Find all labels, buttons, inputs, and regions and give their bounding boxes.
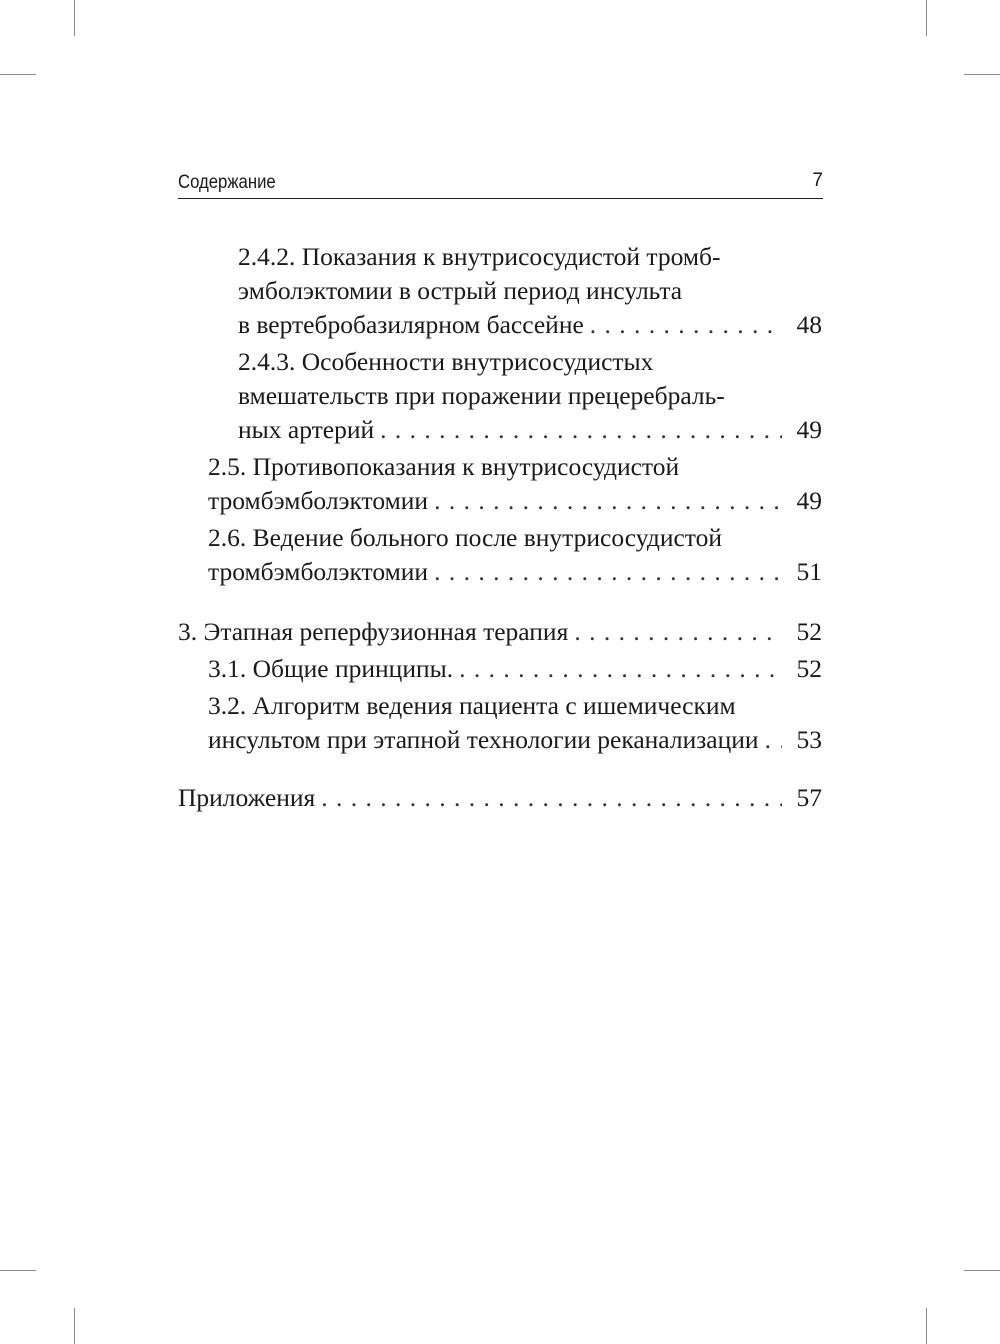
toc-page-number: 53	[796, 725, 822, 754]
toc-entry-text: 3.1. Общие принципы.	[208, 654, 454, 683]
crop-mark	[74, 1308, 75, 1344]
dot-leader	[574, 615, 782, 649]
crop-mark	[0, 74, 36, 75]
toc-entry-last-line	[208, 555, 822, 589]
dot-leader	[380, 413, 782, 447]
toc-entry	[178, 345, 822, 447]
toc-page-number: 51	[796, 557, 822, 586]
toc-entry	[178, 450, 822, 518]
toc-entry-text: 3. Этапная реперфузионная терапия	[178, 617, 569, 646]
toc-page-number: 52	[796, 654, 822, 683]
crop-mark	[926, 0, 927, 36]
toc-entry	[178, 615, 822, 649]
toc-entry-text: инсультом при этапной технологии реканализации	[208, 725, 759, 754]
crop-mark	[964, 74, 1000, 75]
crop-mark	[964, 1270, 1000, 1271]
running-head-title: Содержание	[178, 172, 276, 193]
toc-page-number: 49	[796, 486, 822, 515]
page-number: 7	[812, 170, 823, 191]
toc-entry-line: вмешательств при поражении прецеребраль-	[238, 381, 725, 410]
toc-entry-text: Приложения	[178, 783, 316, 812]
dot-leader	[434, 484, 782, 518]
dot-leader	[459, 652, 782, 686]
crop-mark	[926, 1308, 927, 1344]
toc-entry-last-line	[208, 652, 822, 686]
toc-entry-text: ных артерий	[238, 415, 375, 444]
toc-entry-line: 2.6. Ведение больного после внутрисосудистой	[208, 523, 723, 552]
toc-entry-text: в вертебробазилярном бассейне	[238, 310, 584, 339]
toc-entry-line: 2.4.2. Показания к внутрисосудистой тромб-	[238, 242, 721, 271]
toc-page-number: 52	[796, 617, 822, 646]
toc-entry	[178, 689, 822, 757]
toc-entry-last-line	[238, 308, 822, 342]
toc-entry-last-line	[208, 723, 822, 757]
toc-page-number: 57	[796, 783, 822, 812]
toc-entry	[178, 781, 822, 815]
toc-entry-last-line	[178, 781, 822, 815]
dot-leader	[765, 723, 782, 757]
toc-page-number: 49	[796, 415, 822, 444]
toc-entry-text: тромбэмболэктомии	[208, 486, 429, 515]
dot-leader	[321, 781, 782, 815]
toc-entry	[178, 652, 822, 686]
toc-entry-last-line	[208, 484, 822, 518]
toc-entry	[178, 521, 822, 589]
toc-entry-line: 2.5. Противопоказания к внутрисосудистой	[208, 452, 680, 481]
toc-entry-last-line	[238, 413, 822, 447]
toc-entry-line: 2.4.3. Особенности внутрисосудистых	[238, 347, 654, 376]
crop-mark	[0, 1270, 36, 1271]
toc-page-number: 48	[796, 310, 822, 339]
toc-entry-text: тромбэмболэктомии	[208, 557, 429, 586]
crop-mark	[74, 0, 75, 36]
toc-entry	[178, 240, 822, 342]
dot-leader	[434, 555, 782, 589]
table-of-contents	[178, 240, 822, 818]
running-head	[178, 168, 823, 199]
toc-entry-line: 3.2. Алгоритм ведения пациента с ишемическим	[208, 691, 736, 720]
dot-leader	[590, 308, 782, 342]
toc-entry-last-line	[178, 615, 822, 649]
toc-entry-line: эмболэктомии в острый период инсульта	[238, 276, 683, 305]
